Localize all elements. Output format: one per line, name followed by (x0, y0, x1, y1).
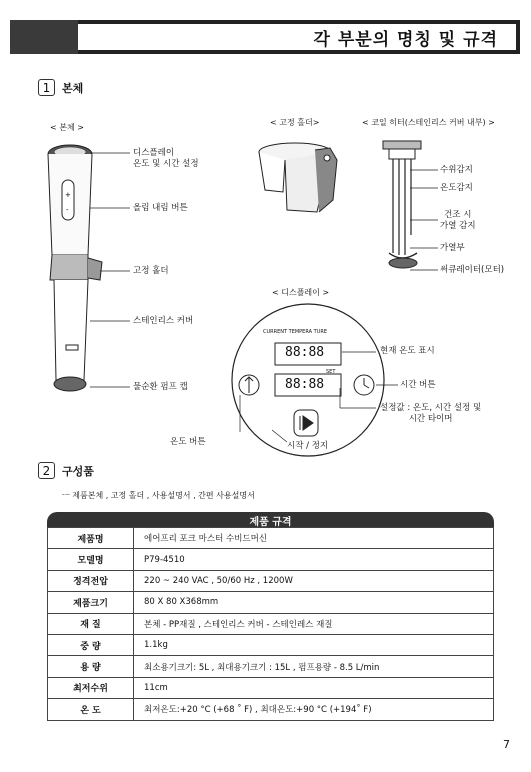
table-row (48, 656, 494, 677)
label-display: 디스플레이 온도 및 시간 설정 (133, 148, 199, 169)
spec-key: 용 량 (48, 656, 134, 677)
section-title-1: 본체 (62, 82, 84, 95)
label-time-button: 시간 버튼 (400, 380, 436, 390)
display-caption: < 디스플레이 > (272, 288, 330, 297)
section-title-2: 구성품 (62, 465, 94, 478)
spec-value: 최소용기크기: 5L , 최대용기크기 : 15L , 펌프용량 - 8.5 L/min (134, 656, 494, 677)
spec-value: 11cm (134, 677, 494, 698)
label-set-value: 설정값 : 온도, 시간 설정 및 시간 타이머 (380, 403, 482, 424)
spec-key: 온 도 (48, 699, 134, 720)
label-start-stop: 시작 / 정지 (287, 441, 329, 451)
spec-key: 제품명 (48, 528, 134, 549)
label-water-level-sensor: 수위감지 (440, 165, 473, 175)
spec-value: 본체 - PP재질 , 스테인리스 커버 - 스테인레스 재질 (134, 613, 494, 634)
spec-key: 모델명 (48, 549, 134, 570)
spec-value: 에어프리 포크 마스터 수비드머신 (134, 528, 494, 549)
spec-table-heading: 제품 규격 (47, 512, 494, 528)
spec-value: P79-4510 (134, 549, 494, 570)
label-fixing-holder: 고정 홀더 (133, 266, 169, 276)
spec-key: 중 량 (48, 634, 134, 655)
components-list: ㅡ 제품본체 , 고정 홀더 , 사용설명서 , 간편 사용설명서 (62, 491, 255, 500)
label-pump-cap: 물순환 펌프 캡 (133, 382, 188, 392)
spec-key: 정격전압 (48, 570, 134, 591)
label-stainless-cover: 스테인리스 커버 (133, 316, 194, 326)
spec-value: 220 ~ 240 VAC , 50/60 Hz , 1200W (134, 570, 494, 591)
display-set-text: SET (326, 369, 336, 375)
table-row (48, 677, 494, 698)
coil-leader-lines (410, 160, 440, 280)
label-circulator: 써큐레이터(모터) (440, 265, 505, 275)
display-current-digits: 88:88 (285, 345, 325, 360)
header-accent (10, 20, 78, 54)
holder-illustration (255, 140, 350, 225)
holder-caption: < 고정 홀더> (270, 118, 320, 127)
label-updown-button: 올림 내림 버튼 (133, 203, 188, 213)
table-row (48, 699, 494, 720)
label-heater: 가열부 (440, 243, 465, 253)
label-current-temp-display: 현재 온도 표시 (380, 346, 435, 356)
svg-text:+: + (65, 191, 71, 199)
page-number: 7 (503, 738, 510, 751)
svg-text:-: - (66, 206, 69, 214)
table-row (48, 592, 494, 613)
table-row (48, 570, 494, 591)
page-title: 각 부분의 명칭 및 규격 (78, 24, 516, 50)
table-row (48, 549, 494, 570)
spec-value: 1.1kg (134, 634, 494, 655)
display-set-digits: 88:88 (285, 377, 325, 392)
body-caption: < 본체 > (50, 123, 84, 132)
table-row (48, 634, 494, 655)
spec-key: 제품크기 (48, 592, 134, 613)
display-current-temperature-text: CURRENT TEMPERA TURE (263, 329, 327, 335)
label-dry-heat-sensor: 건조 시 가열 감지 (440, 210, 476, 231)
spec-key: 재 질 (48, 613, 134, 634)
label-temp-button: 온도 버튼 (170, 437, 206, 447)
spec-key: 최저수위 (48, 677, 134, 698)
label-temperature-sensor: 온도감지 (440, 183, 473, 193)
table-row (48, 613, 494, 634)
spec-table (47, 527, 494, 721)
section-number-1: 1 (38, 79, 55, 96)
page-header (10, 20, 520, 54)
spec-value: 최저온도:+20 °C (+68 ˚ F) , 최대온도:+90 °C (+194˚ F) (134, 699, 494, 720)
spec-value: 80 X 80 X368mm (134, 592, 494, 613)
coil-caption: < 코일 히터(스테인리스 커버 내부) > (362, 118, 495, 127)
section-number-2: 2 (38, 462, 55, 479)
table-row (48, 528, 494, 549)
